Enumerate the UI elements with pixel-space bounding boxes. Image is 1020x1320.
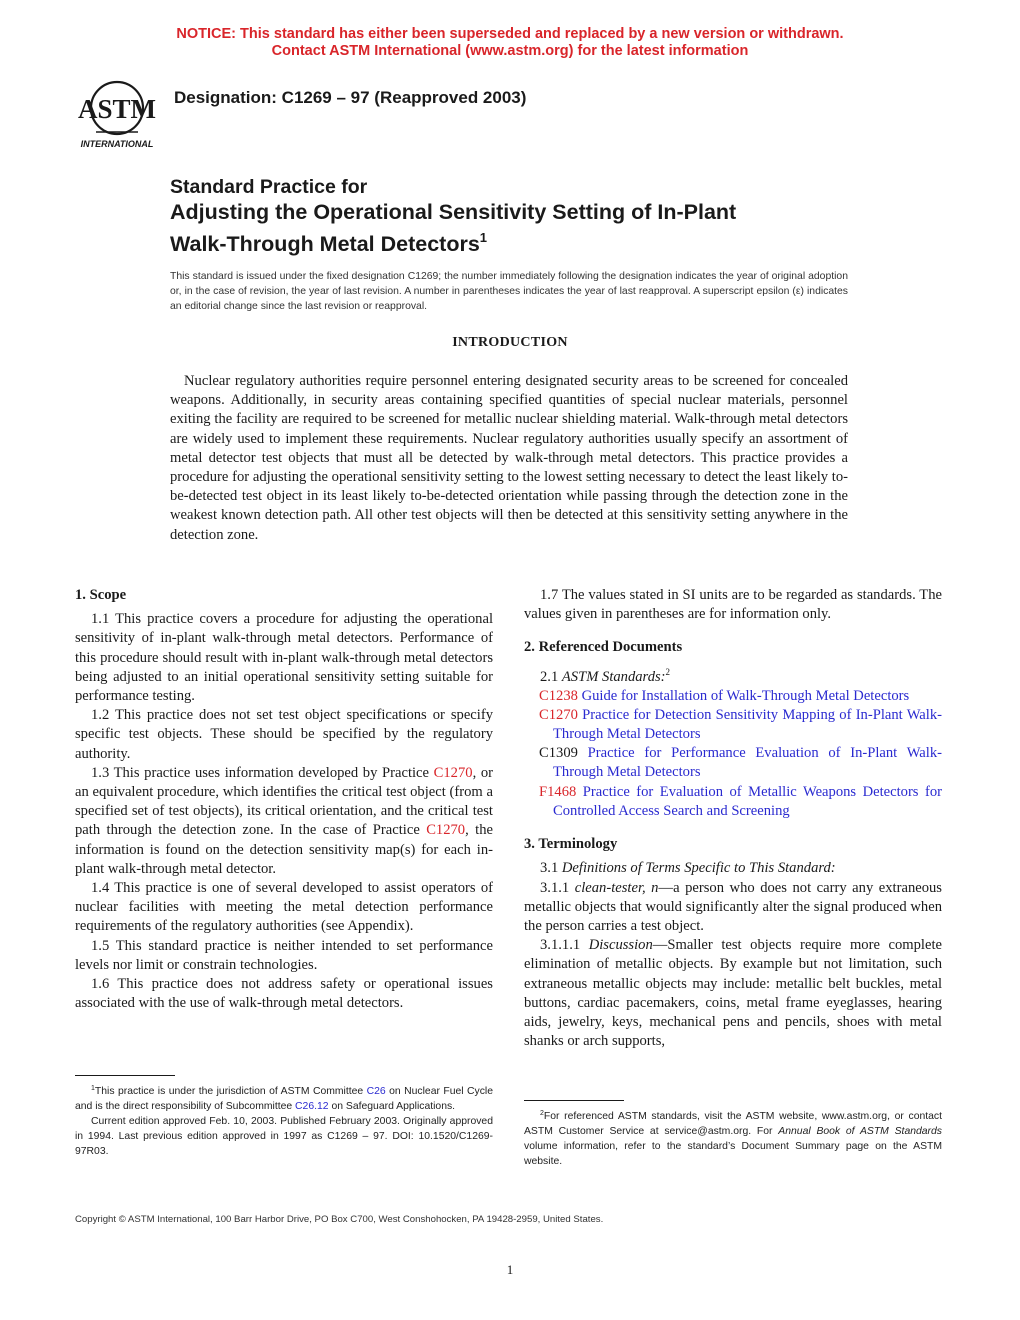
para-3-1-1-1 [524,936,942,1051]
para-1-7: 1.7 The values stated in SI units are to be regarded as standards. The values given in parentheses are for information only. [524,587,942,623]
copyright-line: Copyright © ASTM International, 100 Barr Harbor Drive, PO Box C700, West Conshohocken, PA 19428-2959, United States. [75,1214,604,1225]
clean-tester-term: clean-tester, n [574,879,659,896]
para-1-6: 1.6 This practice does not address safety or operational issues associated with the use of walk-through metal detectors. [75,976,493,1012]
withdrawal-notice [0,26,1020,60]
title-line-2 [170,225,736,257]
reference-code-link[interactable]: F1468 [539,783,577,800]
para-1-3-text-a: 1.3 This practice uses information developed by Practice [91,764,434,781]
page-number: 1 [506,1262,514,1277]
introduction-text [170,372,848,545]
footnote-1-mark: 1 [91,1085,95,1092]
reference-title-link[interactable]: Practice for Detection Sensitivity Mapping of In-Plant Walk-Through Metal Detectors [553,706,942,743]
introduction-heading: INTRODUCTION [452,335,568,350]
designation: Designation: C1269 – 97 (Reapproved 2003) [174,88,527,107]
astm-standards-label: ASTM Standards: [561,668,666,685]
astm-logo [74,74,160,154]
reference-item [524,706,942,744]
para-2-1-num: 2.1 [540,668,562,685]
footnote-1-text-b: on Nuclear Fuel Cycle and is the direct responsibility of Subcommittee [75,1086,493,1112]
reference-item [524,687,942,706]
footnote-1 [75,1081,493,1159]
footnote-2-text-b: volume information, refer to the standard’s Document Summary page on the ASTM website. [524,1141,942,1167]
title-prefix: Standard Practice for [170,176,368,198]
para-1-3-text-b: , or an equivalent procedure, which identifies the critical test object (from a specified set of test objects), its critical orientation, and the critical test path through the detection zone. In the case of Practice [75,764,493,839]
section-1-heading: 1. Scope [75,587,127,603]
logo-letters: ASTM [77,94,157,124]
discussion-label: Discussion [588,937,653,954]
c1270-link-2[interactable]: C1270 [426,822,466,839]
reference-title-link[interactable]: Guide for Installation of Walk-Through Metal Detectors [581,687,910,704]
reference-code: C1309 [539,745,578,762]
footnote-2 [524,1106,942,1169]
issued-note: This standard is issued under the fixed designation C1269; the number immediately following the designation indicates the year of original adoption or, in the case of revision, the year of last revision. A number in parentheses indicates the year of last reapproval. A superscript epsilon (ε) indicates an editorial change since the last revision or reapproval. [170,271,848,312]
reference-title-link[interactable]: Practice for Performance Evaluation of In-Plant Walk-Through Metal Detectors [553,745,942,781]
title-line-2-text: Walk-Through Metal Detectors [170,232,480,256]
para-3-1-1-1-text: —Smaller test objects require more complete elimination of metallic objects. By example but not limitation, such extraneous metallic objects may include: metallic belt buckles, metal buttons, cardiac pacemakers, coins, metal frame eyeglasses, hearing aids, jewelry, keys, mechanical pens and pencils, shoes with metal shanks or arch supports, [524,937,942,1050]
footnotes-left [75,1075,493,1159]
introduction-paragraph: Nuclear regulatory authorities require personnel entering designated security areas to be screened for concealed weapons. Additionally, in security areas containing specified quantities of special nuclear materials, personnel exiting the facility are required to be screened for metallic nuclear shielding material. Walk-through metal detectors are widely used to implement these requirements. Nuclear regulatory authorities usually specify an assortment of metal detector test objects that must all be detected by walk-through metal detectors. This practice provides a procedure for adjusting the operational sensitivity setting to the lowest setting necessary to detect the least likely to-be-detected test object in its least likely to-be-detected orientation while passing through the detection zone in the weakest known detection path. All other test objects will then be detected at this sensitivity setting anywhere in the detection zone. [170,373,848,543]
para-3-1 [524,859,942,878]
para-3-1-1 [524,879,942,937]
c26-12-link[interactable]: C26.12 [295,1101,329,1112]
para-1-2: 1.2 This practice does not set test object specifications or specify specific test objects. These should be specified by the regulatory authority. [75,707,493,762]
footnote-1-para-1 [75,1081,493,1114]
footnote-1-text-c: on Safeguard Applications. [328,1101,456,1112]
title-footnote-mark[interactable]: 1 [479,230,488,245]
para-1-1: 1.1 This practice covers a procedure for adjusting the operational sensitivity of in-plant walk-through metal detectors. Performance of this procedure should result with in-plant walk-through metal detectors being adjusted to an initial operational sensitivity setting suitable for performance testing. [75,611,493,705]
reference-code-link[interactable]: C1270 [539,706,578,723]
c26-link[interactable]: C26 [366,1086,386,1097]
document-title [170,175,736,257]
reference-title-link[interactable]: Practice for Evaluation of Metallic Weapons Detectors for Controlled Access Search and Screening [553,783,942,819]
footnotes-right [524,1100,942,1169]
para-2-1 [524,663,942,687]
annual-book-title: Annual Book of ASTM Standards [778,1126,942,1137]
footnote-1-text-a: This practice is under the jurisdiction of ASTM Committee [94,1086,367,1097]
notice-line-1: NOTICE: This standard has either been superseded and replaced by a new version or withdrawn. [176,26,844,42]
para-3-1-text: Definitions of Terms Specific to This Standard: [561,860,836,877]
section-2-heading: 2. Referenced Documents [524,639,683,656]
footnote-1-para-2: Current edition approved Feb. 10, 2003. Published February 2003. Originally approved in 1994. Last previous edition approved in 1997 as C1269 – 97. DOI: 10.1520/C1269-97R03. [75,1116,493,1157]
astm-logo-mark [74,74,160,154]
footnote-2-para [524,1106,942,1169]
para-3-1-1-1-num: 3.1.1.1 [540,937,589,954]
c1270-link[interactable]: C1270 [433,764,473,781]
para-3-1-1-num: 3.1.1 [540,879,575,896]
reference-item [524,744,942,782]
para-1-3-text-c: , the information is found on the detection sensitivity map(s) for each in-plant walk-through metal detector. [75,822,493,877]
para-1-3 [75,764,493,879]
footnote-rule [524,1100,624,1101]
section-3-heading: 3. Terminology [524,836,618,853]
para-3-1-1-text: —a person who does not carry any extraneous metallic objects that would significantly alter the signal produced when the person carries a test object. [524,879,942,934]
footnote-2-number: 2 [540,1110,544,1117]
para-1-5: 1.5 This standard practice is neither intended to set performance levels nor limit or constrain technologies. [75,937,493,973]
right-column [524,586,942,1051]
para-3-1-num: 3.1 [540,860,562,877]
footnote-2-mark[interactable]: 2 [665,666,671,677]
footnote-rule [75,1075,175,1076]
title-line-1: Adjusting the Operational Sensitivity Setting of In-Plant [170,200,737,224]
logo-subtitle: INTERNATIONAL [80,139,154,149]
footnote-2-text-a: For referenced ASTM standards, visit the ASTM website, www.astm.org, or contact ASTM Customer Service at service@astm.org. For [524,1111,942,1137]
para-1-4: 1.4 This practice is one of several developed to assist operators of nuclear facilities with meeting the metal detection performance requirements of the regulatory authorities (see Appendix). [75,880,493,935]
reference-code-link[interactable]: C1238 [539,687,578,704]
left-column [75,586,493,1013]
reference-item [524,783,942,821]
notice-line-2: Contact ASTM International (www.astm.org) for the latest information [271,43,749,59]
